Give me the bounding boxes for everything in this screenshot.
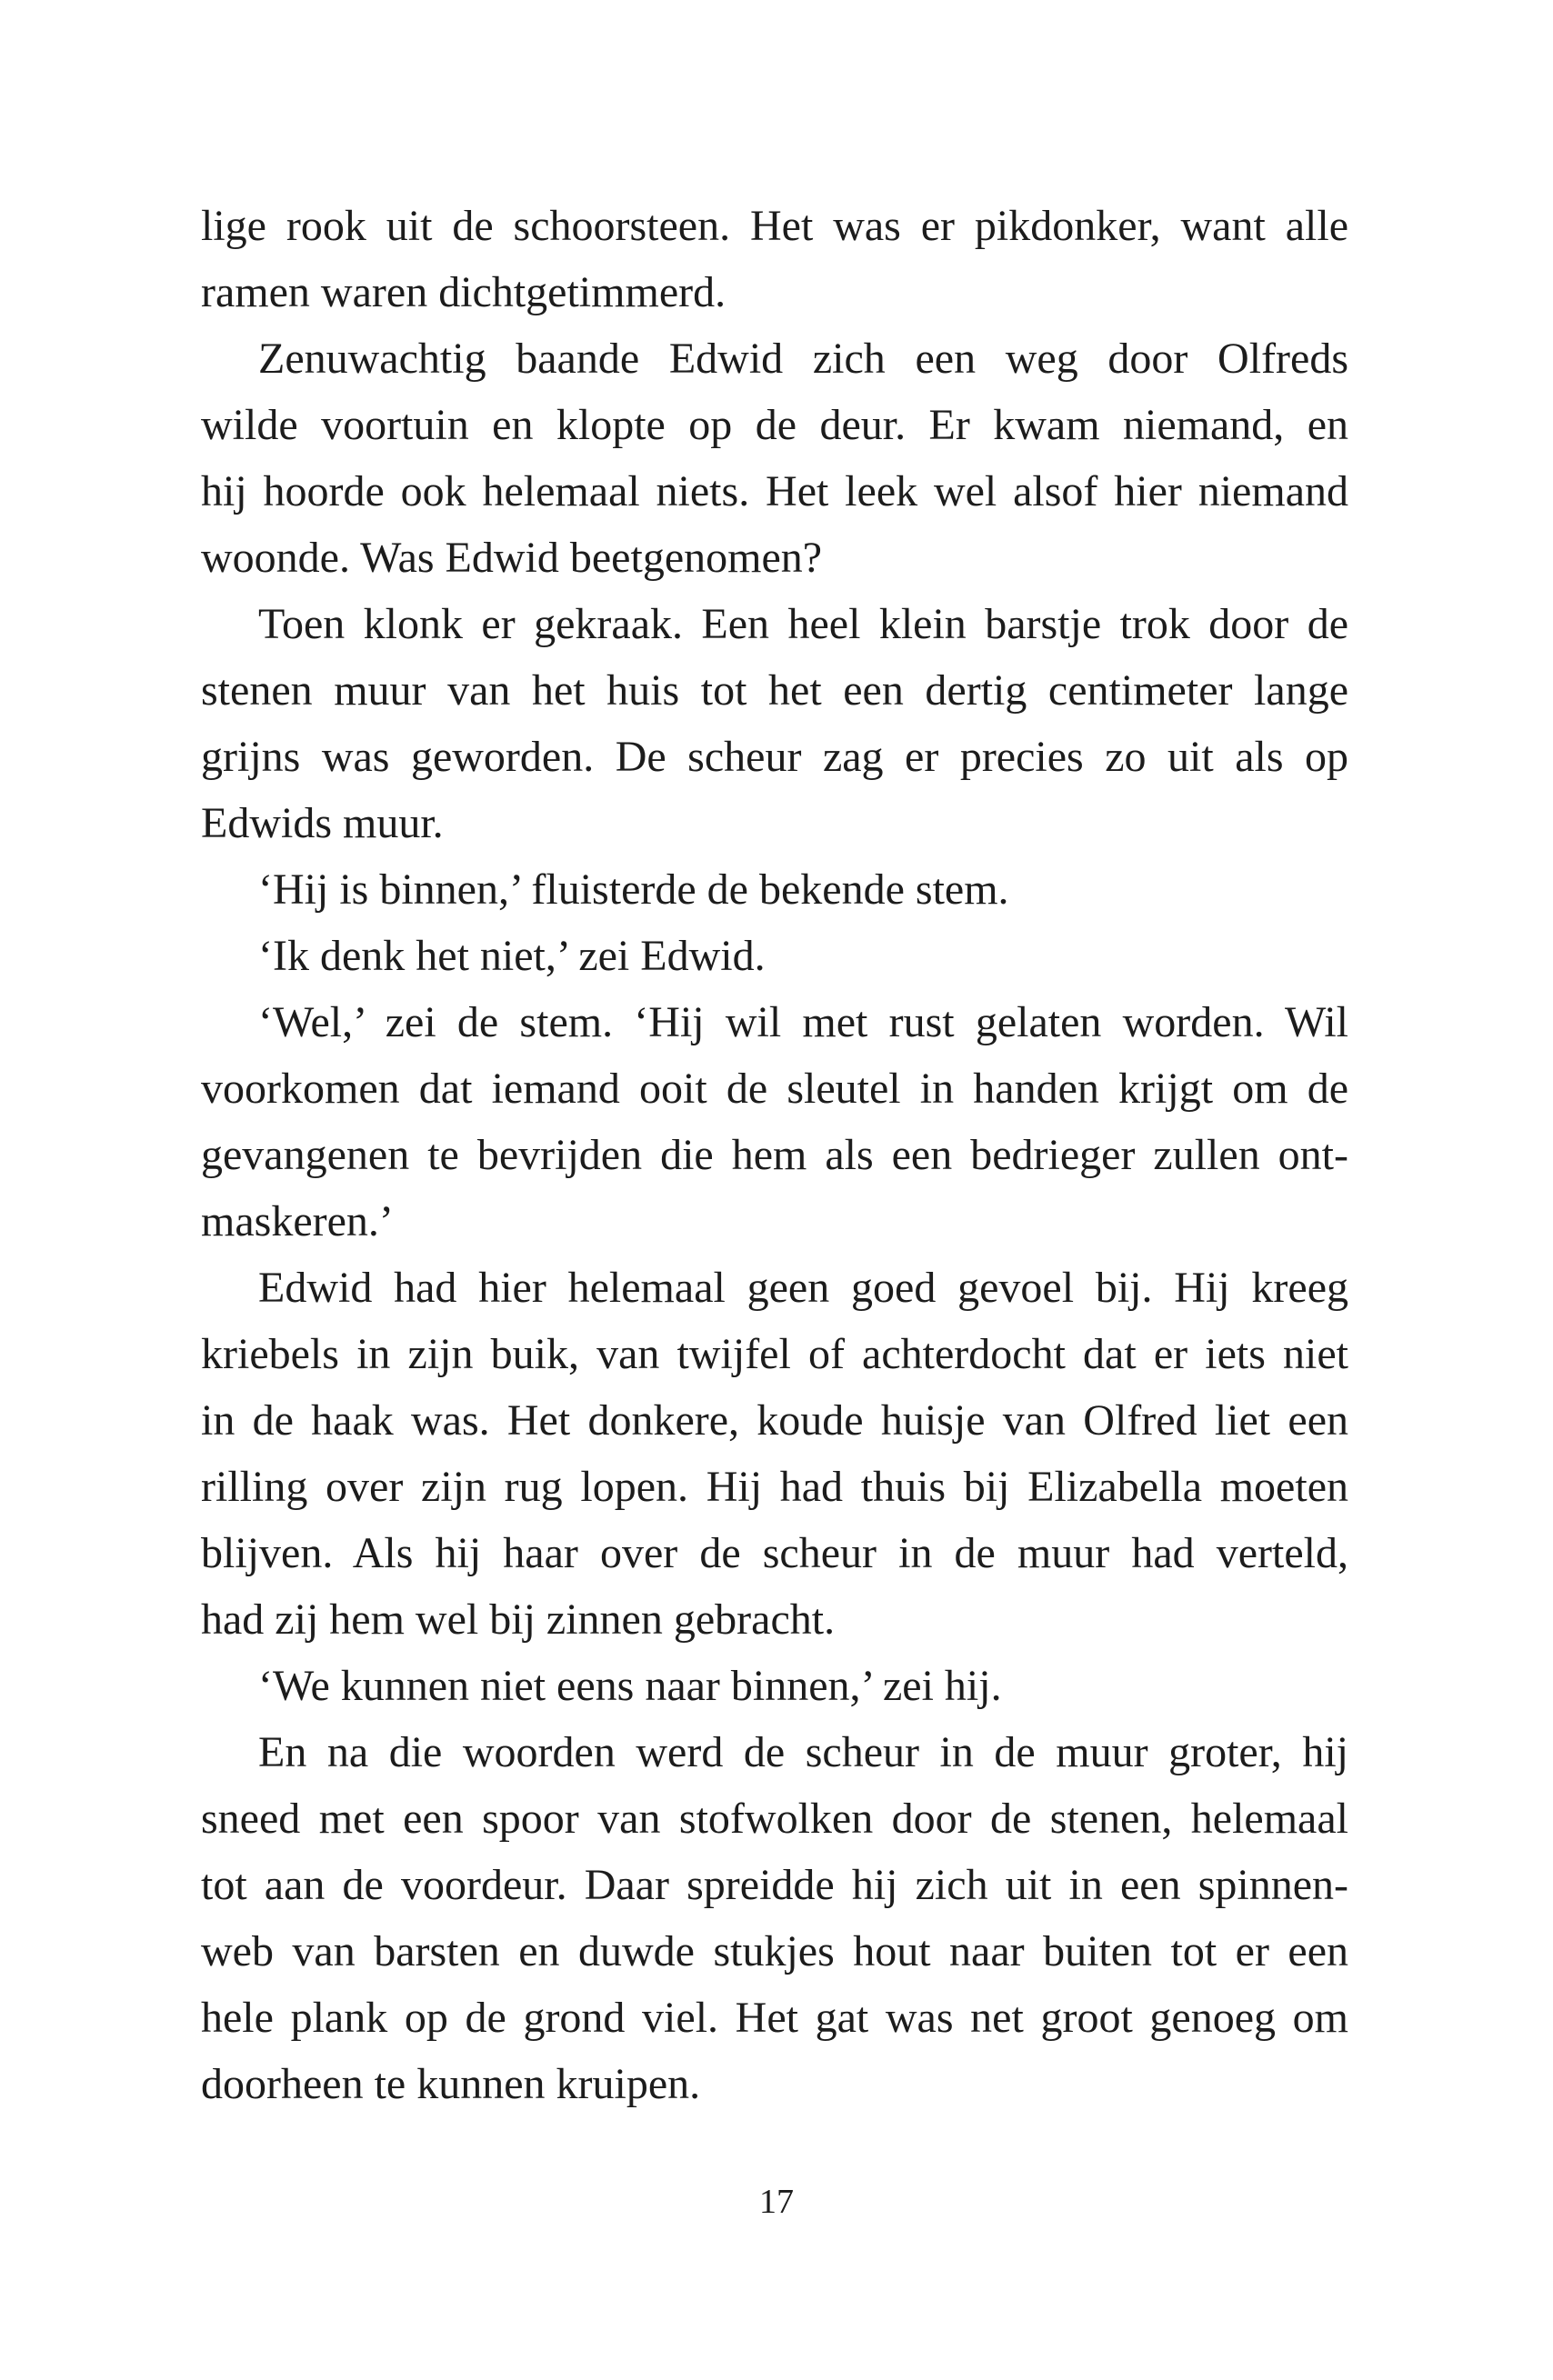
text-line: kriebels in zijn buik, van twijfel of achterdocht dat er iets niet <box>201 1330 1348 1378</box>
paragraph <box>201 325 1348 591</box>
text-line: wilde voortuin en klopte op de deur. Er kwam niemand, en <box>201 401 1348 449</box>
text-line: sneed met een spoor van stofwolken door de stenen, helemaal <box>201 1795 1348 1843</box>
text-line: tot aan de voordeur. Daar spreidde hij zich uit in een spinnen- <box>201 1861 1348 1909</box>
paragraph <box>201 1719 1348 2117</box>
text-line: Edwids muur. <box>201 799 444 847</box>
page-number: 17 <box>759 2183 794 2221</box>
text-line: ‘Hij is binnen,’ fluisterde de bekende stem. <box>258 865 1009 914</box>
text-line: hij hoorde ook helemaal niets. Het leek wel alsof hier niemand <box>201 467 1348 515</box>
text-line: stenen muur van het huis tot het een dertig centimeter lange <box>201 666 1348 715</box>
paragraph <box>201 1653 1348 1719</box>
text-line: maskeren.’ <box>201 1197 394 1245</box>
text-line: doorheen te kunnen kruipen. <box>201 2060 701 2108</box>
paragraph <box>201 193 1348 325</box>
text-line: rilling over zijn rug lopen. Hij had thuis bij Elizabella moeten <box>201 1463 1348 1511</box>
paragraph <box>201 923 1348 989</box>
text-line: in de haak was. Het donkere, koude huisje van Olfred liet een <box>201 1396 1348 1445</box>
text-line: blijven. Als hij haar over de scheur in de muur had verteld, <box>201 1529 1348 1577</box>
paragraph <box>201 989 1348 1255</box>
text-line: En na die woorden werd de scheur in de muur groter, hij <box>258 1728 1348 1776</box>
paragraph <box>201 1255 1348 1653</box>
text-line: woonde. Was Edwid beetgenomen? <box>201 534 823 582</box>
text-line: Toen klonk er gekraak. Een heel klein barstje trok door de <box>258 600 1348 648</box>
text-line: voorkomen dat iemand ooit de sleutel in handen krijgt om de <box>201 1065 1348 1113</box>
text-line: ‘Ik denk het niet,’ zei Edwid. <box>258 932 766 980</box>
text-line: hele plank op de grond viel. Het gat was net groot genoeg om <box>201 1994 1348 2042</box>
text-line: lige rook uit de schoorsteen. Het was er pikdonker, want alle <box>201 202 1348 250</box>
text-line: ‘We kunnen niet eens naar binnen,’ zei hij. <box>258 1662 1002 1710</box>
paragraph <box>201 591 1348 856</box>
paragraph <box>201 856 1348 923</box>
text-line: Zenuwachtig baande Edwid zich een weg door Olfreds <box>258 335 1348 383</box>
text-line: grijns was geworden. De scheur zag er precies zo uit als op <box>201 733 1348 781</box>
text-line: gevangenen te bevrijden die hem als een bedrieger zullen ont- <box>201 1131 1348 1179</box>
text-line: ramen waren dichtgetimmerd. <box>201 268 726 316</box>
page-body <box>201 193 1348 2117</box>
text-line: had zij hem wel bij zinnen gebracht. <box>201 1595 836 1644</box>
text-line: Edwid had hier helemaal geen goed gevoel bij. Hij kreeg <box>258 1264 1348 1312</box>
text-line: ‘Wel,’ zei de stem. ‘Hij wil met rust gelaten worden. Wil <box>258 998 1348 1046</box>
text-line: web van barsten en duwde stukjes hout naar buiten tot er een <box>201 1927 1348 1975</box>
